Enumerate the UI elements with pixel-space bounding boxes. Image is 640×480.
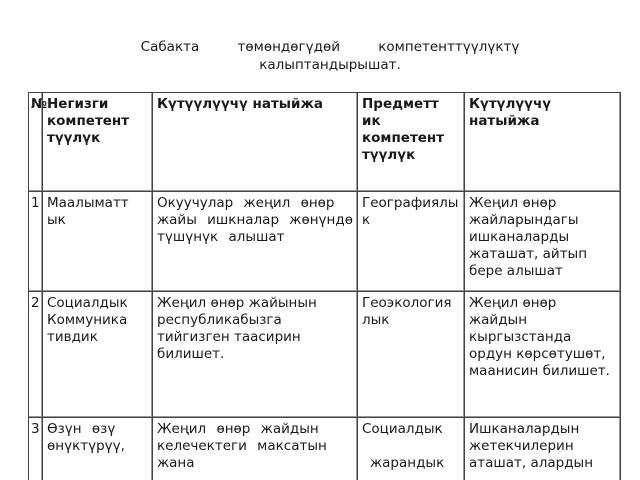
- row-num: 1: [28, 191, 42, 291]
- row-subject-competency-line-1: Социалдык: [362, 421, 443, 437]
- row-key-competency: Социалдык Коммуника тивдик: [42, 291, 152, 417]
- row-expected-result-2: Жеңил өнөр жайларындагы ишканаларды жаташат, айтып бере алышат: [464, 191, 621, 291]
- row-subject-competency-line-2: жарандык: [370, 455, 445, 471]
- table-row: [28, 417, 621, 480]
- row-expected-result-2: Жеңил өнөр жайдын кыргызстанда ордун көрсөтушөт, маанисин билишет.: [464, 291, 621, 417]
- heading-line-1: Сабакта төмөндөгүдөй компетенттүүлүктү: [140, 39, 520, 55]
- competency-table-wrapper: [28, 92, 621, 480]
- header-expected-result-2: Күтүлүүчү натыйжа: [464, 92, 621, 191]
- heading-line-2: калыптандырышат.: [259, 57, 401, 73]
- header-num: №: [28, 92, 42, 191]
- table-header-row: [28, 92, 621, 191]
- row-expected-result: Жеңил өнөр жайынын республикабызга тийгизген таасирин билишет.: [152, 291, 357, 417]
- header-key-competency: Негизги компетент түүлүк: [42, 92, 152, 191]
- header-subject-competency: Предметт ик компетент түүлүк: [357, 92, 464, 191]
- header-expected-result: Күтүүлүүчү натыйжа: [152, 92, 357, 191]
- page-heading: [60, 38, 600, 74]
- row-expected-result: Окуучулар жеңил өнөр жайы ишкналар жөнүндө түшүнүк алышат: [152, 191, 357, 291]
- row-expected-result-2: Ишканалардын жетекчилерин аташат, алардын: [464, 417, 621, 480]
- row-subject-competency: Геоэкология лык: [357, 291, 464, 417]
- row-key-competency: Маалыматт ык: [42, 191, 152, 291]
- competency-table: [28, 92, 621, 480]
- table-row: [28, 291, 621, 417]
- row-num: 3: [28, 417, 42, 480]
- row-subject-competency: Географиялык: [357, 191, 464, 291]
- row-key-competency: Өзүн өзү өнүктүрүү,: [42, 417, 152, 480]
- table-row: [28, 191, 621, 291]
- row-expected-result: Жеңил өнөр жайдын келечектеги максатын жана: [152, 417, 357, 480]
- row-num: 2: [28, 291, 42, 417]
- row-subject-competency: [357, 417, 464, 480]
